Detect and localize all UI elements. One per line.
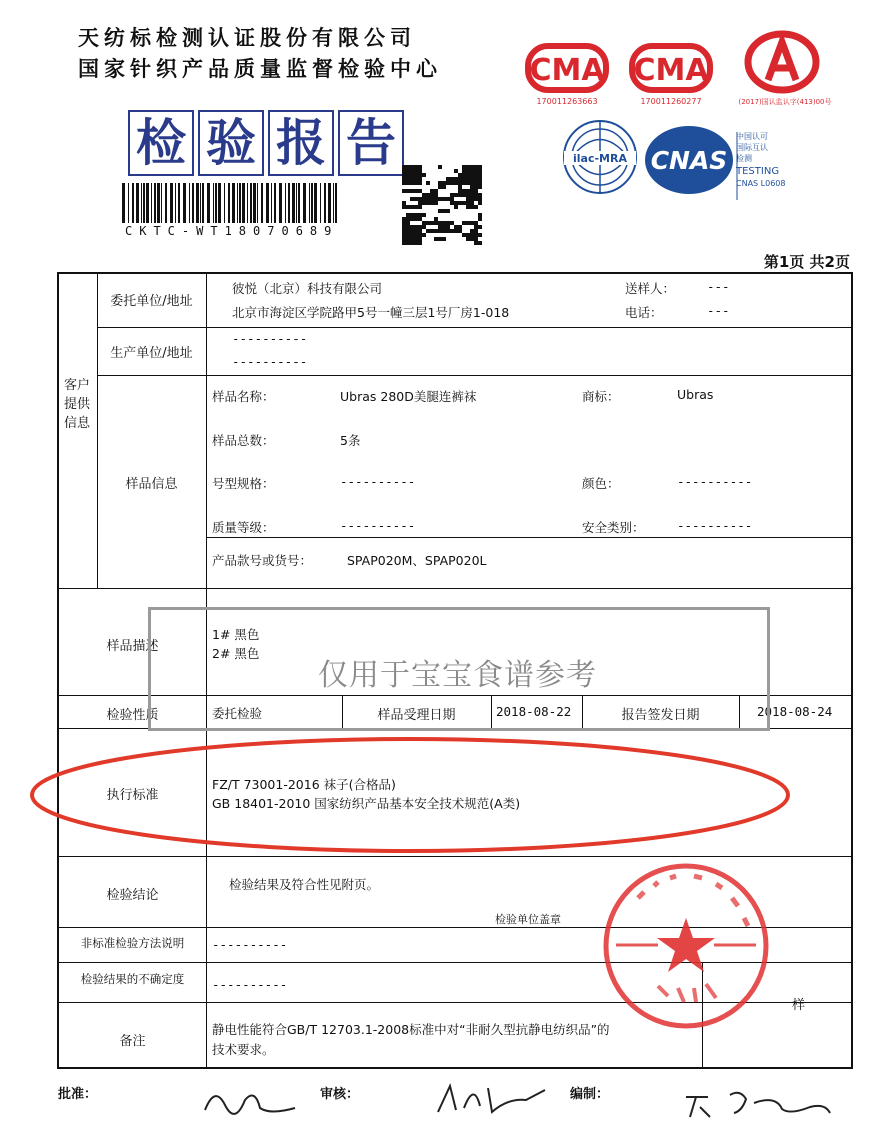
nature-label: 检验性质 <box>106 708 159 723</box>
title-char: 验 <box>198 110 264 176</box>
annotation-ellipse-icon <box>25 735 795 860</box>
org-name: 天纺标检测认证股份有限公司 <box>78 26 416 50</box>
nonstd-value: ---------- <box>212 937 288 952</box>
page-number: 第1页 共2页 <box>763 253 850 271</box>
desc-label: 样品描述 <box>106 639 159 654</box>
uncert-label: 检验结果的不确定度 <box>80 972 185 986</box>
title-char: 告 <box>338 110 404 176</box>
model-value: ---------- <box>340 474 416 489</box>
title-char: 检 <box>128 110 194 176</box>
standard-line: FZ/T 73001-2016 袜子(合格品) <box>212 777 396 792</box>
received-date: 2018-08-22 <box>496 704 572 719</box>
conclusion-label: 检验结论 <box>106 888 159 903</box>
compiler-signature <box>680 1085 840 1121</box>
title-char: 报 <box>268 110 334 176</box>
review-label: 审核： <box>320 1087 360 1102</box>
remark-line: 静电性能符合GB/T 12703.1-2008标准中对“非耐久型抗静电纺织品”的 <box>212 1022 610 1037</box>
standard-line: GB 18401-2010 国家纺织产品基本安全技术规范(A类) <box>212 796 521 811</box>
sample-count-label: 样品总数： <box>212 433 275 448</box>
desc-line: 1# 黑色 <box>212 627 260 642</box>
safety-value: ---------- <box>677 518 753 533</box>
safety-label: 安全类别： <box>582 520 645 535</box>
cnas-caption: CNAS L0608 <box>736 179 786 188</box>
cma-mark-icon <box>624 40 719 110</box>
conclusion-value: 检验结果及符合性见附页。 <box>229 877 380 892</box>
ilac-mra-mark-icon <box>560 112 640 202</box>
producer-line: ---------- <box>232 354 308 369</box>
cma-mark-text: CMA <box>633 53 709 88</box>
standard-label: 执行标准 <box>106 788 159 803</box>
issued-date: 2018-08-24 <box>757 704 833 719</box>
approve-label: 批准： <box>58 1087 98 1102</box>
reviewer-signature <box>430 1078 560 1118</box>
received-label: 样品受理日期 <box>377 708 456 723</box>
cma-number: 170011260277 <box>640 97 702 106</box>
producer-line: ---------- <box>232 331 308 346</box>
remark-line: 技术要求。 <box>212 1042 275 1057</box>
brand-label: 商标： <box>582 389 620 404</box>
official-stamp-icon <box>598 858 774 1034</box>
item-no-value: SPAP020M、SPAP020L <box>347 553 487 568</box>
brand-value: Ubras <box>677 387 714 402</box>
cnas-caption: 检测 <box>736 154 752 163</box>
sender-value: --- <box>707 279 730 294</box>
ilac-text: ilac-MRA <box>573 152 627 165</box>
item-no-label: 产品款号或货号： <box>212 553 313 568</box>
grade-label: 质量等级： <box>212 520 275 535</box>
customer-info-section-label: 客户提供信息 <box>63 378 90 431</box>
color-label: 颜色： <box>582 476 620 491</box>
seal-label: 检验单位盖章 <box>495 913 561 926</box>
qr-code-icon <box>402 165 482 245</box>
sample-tag: 样 <box>792 998 806 1013</box>
cnas-text: CNAS <box>650 146 728 175</box>
report-code: CKTC-WT18070689 <box>125 224 339 238</box>
producer-label: 生产单位/地址 <box>110 346 193 361</box>
cnas-mark-icon <box>644 122 834 202</box>
watermark-text: 仅用于宝宝食谱参考 <box>318 658 597 693</box>
grade-value: ---------- <box>340 518 416 533</box>
desc-line: 2# 黑色 <box>212 646 260 661</box>
barcode-icon <box>122 183 342 223</box>
org-subname: 国家针织产品质量监督检验中心 <box>78 57 442 81</box>
phone-label: 电话： <box>625 305 663 320</box>
issued-label: 报告签发日期 <box>621 708 700 723</box>
sample-name-value: Ubras 280D美腿连裤袜 <box>340 389 477 404</box>
cnas-caption: 中国认可 <box>736 132 768 141</box>
phone-value: --- <box>707 303 730 318</box>
approver-signature <box>200 1080 320 1120</box>
cma-mark-icon <box>520 40 615 110</box>
sample-name-label: 样品名称： <box>212 389 275 404</box>
sample-info-label: 样品信息 <box>125 477 178 492</box>
client-address: 北京市海淀区学院路甲5号一幢三层1号厂房1-018 <box>232 305 510 320</box>
nature-value: 委托检验 <box>212 706 263 721</box>
cal-mark-icon <box>730 22 840 110</box>
cma-number: 170011263663 <box>536 97 598 106</box>
model-label: 号型规格： <box>212 476 275 491</box>
client-label: 委托单位/地址 <box>110 294 193 309</box>
client-name: 彼悦（北京）科技有限公司 <box>232 281 383 296</box>
sender-label: 送样人： <box>625 281 676 296</box>
nonstd-label: 非标准检验方法说明 <box>80 936 185 950</box>
cma-mark-text: CMA <box>529 53 605 88</box>
cal-number: (2017)国认监认字(413)00号 <box>738 98 832 106</box>
cnas-caption: 国际互认 <box>736 143 768 152</box>
uncert-value: ---------- <box>212 977 288 992</box>
sample-count-value: 5条 <box>340 433 361 448</box>
remark-label: 备注 <box>119 1034 146 1049</box>
cnas-caption: TESTING <box>736 166 780 177</box>
color-value: ---------- <box>677 474 753 489</box>
compile-label: 编制： <box>570 1087 610 1102</box>
report-title <box>128 110 404 176</box>
